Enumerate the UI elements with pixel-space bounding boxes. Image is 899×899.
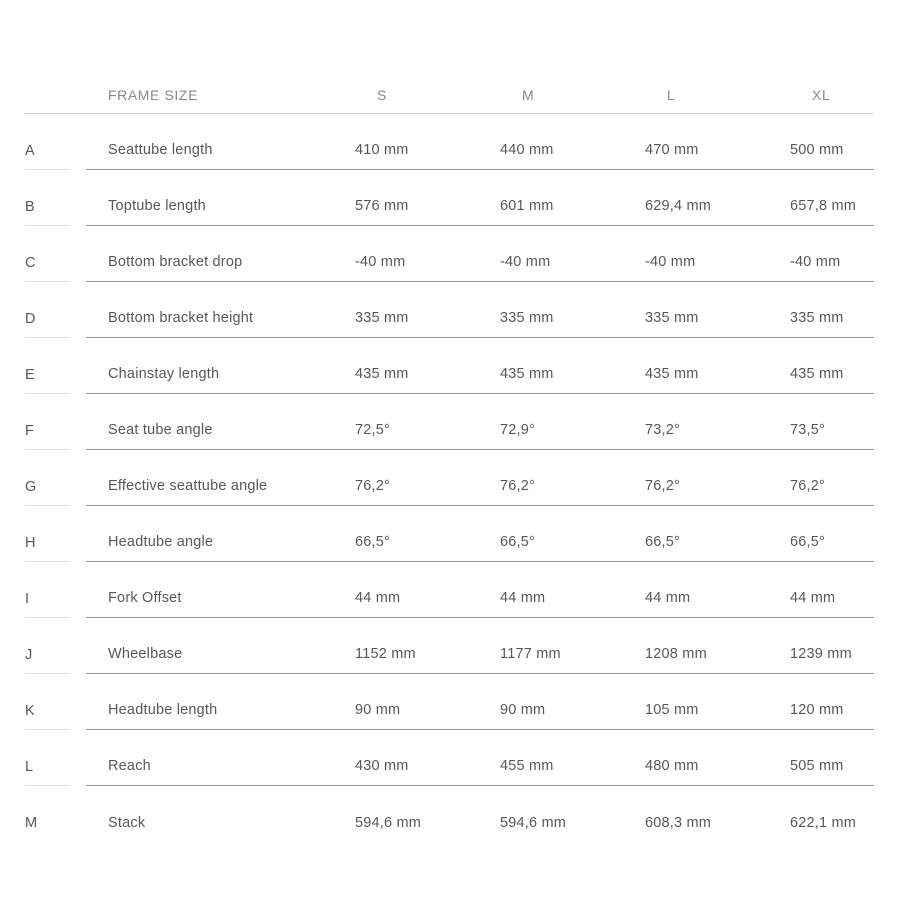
table-row (25, 114, 874, 170)
table-row (25, 394, 874, 450)
value-size-xl: 76,2° (790, 478, 826, 494)
value-size-l: 608,3 mm (645, 815, 712, 831)
value-size-l: 335 mm (645, 310, 699, 326)
value-size-s: 90 mm (355, 702, 401, 718)
value-size-l: 105 mm (645, 702, 699, 718)
value-size-m: 76,2° (500, 478, 536, 494)
value-size-xl: 505 mm (790, 758, 844, 774)
row-content (86, 674, 874, 730)
table-row (25, 618, 874, 674)
value-size-s: 66,5° (355, 534, 391, 550)
parameter-name: Effective seattube angle (108, 478, 268, 494)
value-size-xl: 66,5° (790, 534, 826, 550)
value-size-xl: 120 mm (790, 702, 844, 718)
row-content (86, 730, 874, 786)
value-size-xl: -40 mm (790, 254, 841, 270)
value-size-l: 1208 mm (645, 646, 707, 662)
row-content (86, 450, 874, 506)
value-size-m: 335 mm (500, 310, 554, 326)
value-size-m: 440 mm (500, 142, 554, 158)
value-size-s: 435 mm (355, 366, 409, 382)
parameter-name: Wheelbase (108, 646, 183, 662)
table-row (25, 170, 874, 226)
row-letter-label: L (25, 730, 86, 786)
value-size-l: 44 mm (645, 590, 691, 606)
parameter-name: Stack (108, 815, 146, 831)
row-letter-label: B (25, 170, 86, 226)
row-content (86, 786, 874, 842)
parameter-name: Headtube angle (108, 534, 214, 550)
row-letter-label: D (25, 282, 86, 338)
value-size-xl: 44 mm (790, 590, 836, 606)
value-size-m: 66,5° (500, 534, 536, 550)
row-letter-label: I (25, 562, 86, 618)
row-content (86, 394, 874, 450)
row-letter-label: M (25, 815, 38, 831)
row-content (86, 618, 874, 674)
row-letter-label: K (25, 674, 86, 730)
table-row (25, 450, 874, 506)
parameter-name: Seattube length (108, 142, 213, 158)
value-size-xl: 1239 mm (790, 646, 852, 662)
parameter-name: Chainstay length (108, 366, 220, 382)
parameter-name: Reach (108, 758, 151, 774)
value-size-s: 76,2° (355, 478, 391, 494)
value-size-m: 1177 mm (500, 646, 561, 662)
value-size-xl: 335 mm (790, 310, 844, 326)
frame-size-header: FRAME SIZE (108, 87, 199, 103)
value-size-s: 72,5° (355, 422, 391, 438)
frame-geometry-table (25, 0, 874, 842)
row-letter-label: E (25, 338, 86, 394)
table-header-row (25, 59, 874, 114)
value-size-l: 480 mm (645, 758, 699, 774)
value-size-l: 629,4 mm (645, 198, 712, 214)
table-row (25, 674, 874, 730)
value-size-l: 435 mm (645, 366, 699, 382)
row-letter-label: H (25, 506, 86, 562)
value-size-s: 576 mm (355, 198, 409, 214)
table-row (25, 562, 874, 618)
row-content (86, 506, 874, 562)
row-content (86, 338, 874, 394)
table-row (25, 282, 874, 338)
value-size-s: 410 mm (355, 142, 409, 158)
value-size-xl: 657,8 mm (790, 198, 857, 214)
value-size-l: 73,2° (645, 422, 681, 438)
row-letter-label: F (25, 394, 86, 450)
parameter-name: Toptube length (108, 198, 206, 214)
table-row (25, 226, 874, 282)
value-size-l: 76,2° (645, 478, 681, 494)
size-column-header-s: S (377, 87, 387, 103)
value-size-m: 455 mm (500, 758, 554, 774)
parameter-name: Fork Offset (108, 590, 182, 606)
row-letter-label: C (25, 226, 86, 282)
value-size-s: 335 mm (355, 310, 409, 326)
table-row (25, 786, 874, 842)
value-size-m: 594,6 mm (500, 815, 567, 831)
size-column-header-m: M (522, 87, 535, 103)
value-size-l: -40 mm (645, 254, 696, 270)
value-size-s: 594,6 mm (355, 815, 422, 831)
row-letter-label: J (25, 618, 86, 674)
size-column-header-l: L (667, 87, 676, 103)
value-size-s: 430 mm (355, 758, 409, 774)
table-body (25, 114, 874, 842)
parameter-name: Bottom bracket drop (108, 254, 243, 270)
row-content (86, 562, 874, 618)
parameter-name: Headtube length (108, 702, 218, 718)
value-size-xl: 500 mm (790, 142, 844, 158)
value-size-s: -40 mm (355, 254, 406, 270)
value-size-l: 66,5° (645, 534, 681, 550)
row-letter-label: G (25, 450, 86, 506)
size-column-header-xl: XL (812, 87, 831, 103)
value-size-l: 470 mm (645, 142, 699, 158)
value-size-m: 72,9° (500, 422, 536, 438)
value-size-s: 1152 mm (355, 646, 416, 662)
row-letter-label: A (25, 114, 86, 170)
value-size-xl: 435 mm (790, 366, 844, 382)
row-content (86, 226, 874, 282)
table-row (25, 338, 874, 394)
row-content (86, 170, 874, 226)
row-content (86, 282, 874, 338)
value-size-m: -40 mm (500, 254, 551, 270)
value-size-m: 90 mm (500, 702, 546, 718)
value-size-m: 601 mm (500, 198, 554, 214)
value-size-m: 435 mm (500, 366, 554, 382)
value-size-s: 44 mm (355, 590, 401, 606)
row-content (86, 114, 874, 170)
table-row (25, 730, 874, 786)
value-size-xl: 622,1 mm (790, 815, 857, 831)
value-size-m: 44 mm (500, 590, 546, 606)
parameter-name: Bottom bracket height (108, 310, 254, 326)
parameter-name: Seat tube angle (108, 422, 213, 438)
table-row (25, 506, 874, 562)
value-size-xl: 73,5° (790, 422, 826, 438)
